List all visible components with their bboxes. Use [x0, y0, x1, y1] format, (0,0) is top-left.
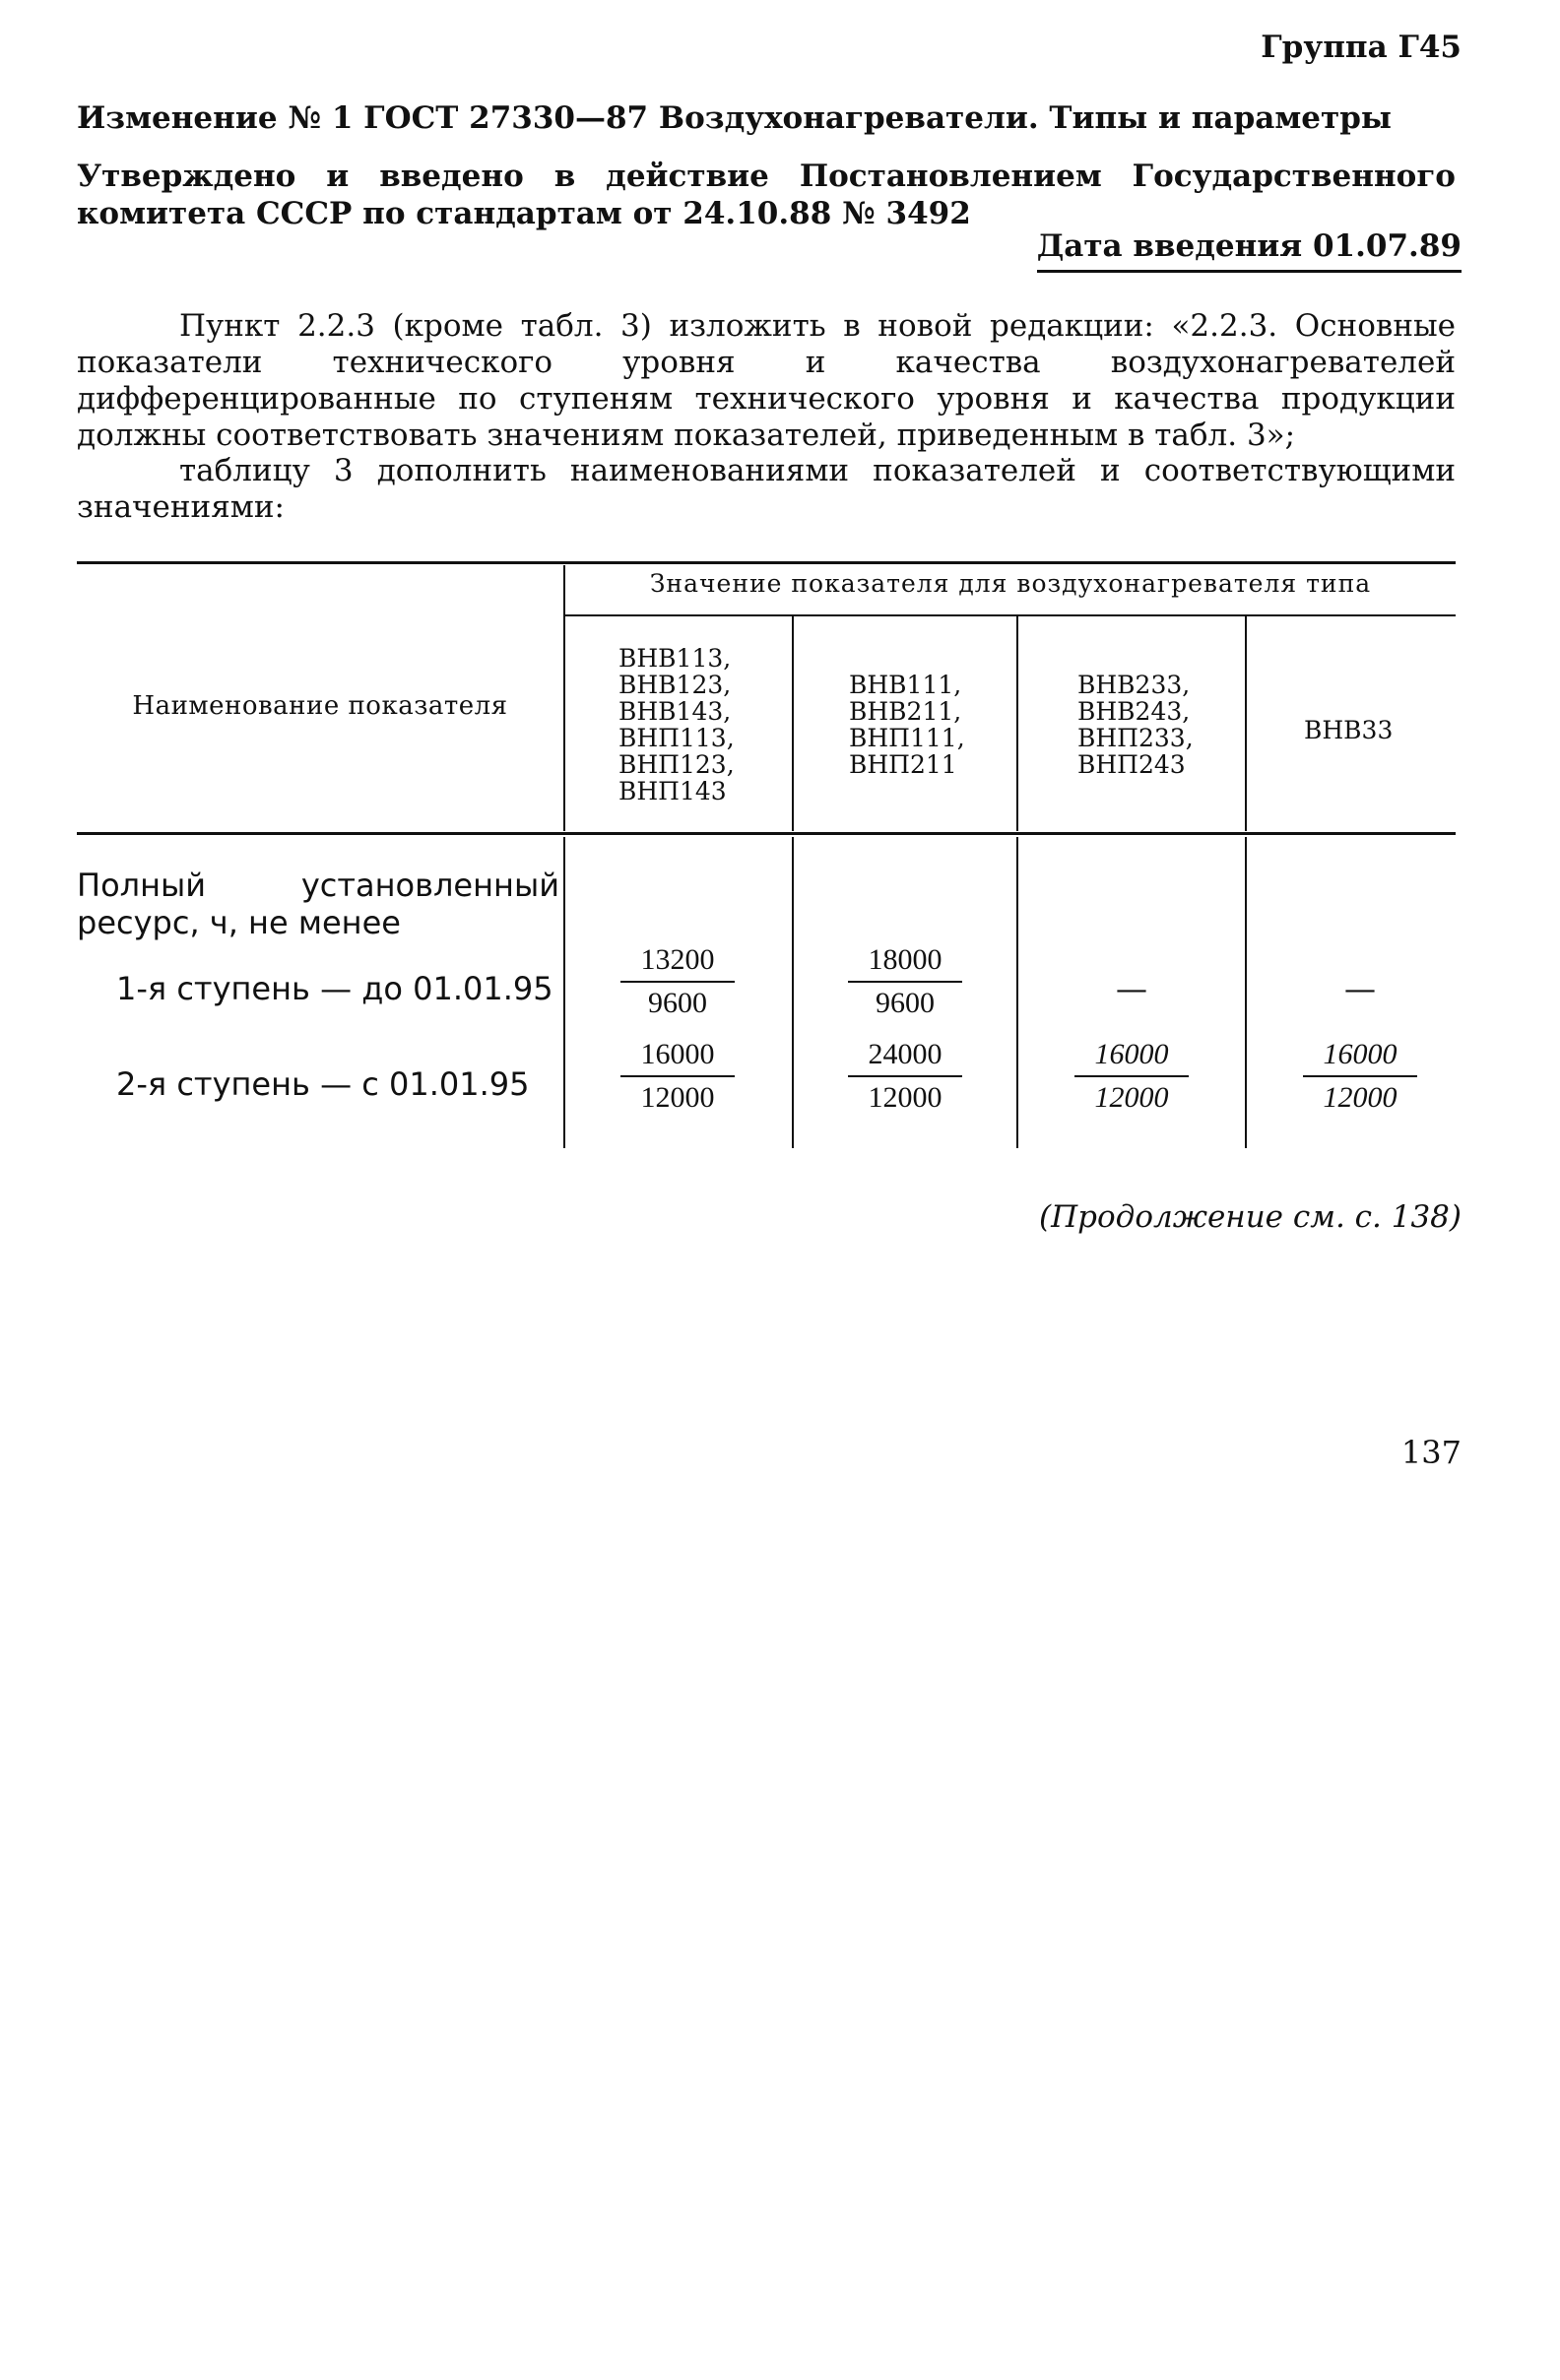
table-divider	[563, 565, 565, 831]
column-header-3: ВНВ233, ВНВ243, ВНП233, ВНП243	[1077, 671, 1194, 779]
name-header: Наименование показателя	[132, 691, 508, 721]
table-divider	[792, 837, 794, 1148]
table-header-bottom-rule	[77, 832, 1456, 835]
table-cell: $\frac{16000}{12000}$	[1058, 1038, 1205, 1115]
table-cell: $\frac{16000}{12000}$	[604, 1038, 751, 1115]
table-divider	[563, 837, 565, 1148]
table-cell: —	[1344, 970, 1376, 1007]
approval-statement: Утверждено и введено в действие Постановлением Государственного комитета СССР по стандартам от 24.10.88 № 3492	[77, 159, 1456, 231]
table-divider	[1016, 616, 1018, 831]
value-header: Значение показателя для воздухонагревателя типа	[649, 569, 1372, 598]
table-subheader-rule	[565, 614, 1456, 616]
table-cell: $\frac{24000}{12000}$	[831, 1038, 979, 1115]
group-label: Группа Г45	[1261, 30, 1462, 65]
table-cell: —	[1116, 970, 1147, 1007]
stage-2-label: 2-я ступень — с 01.01.95	[116, 1065, 530, 1103]
indicator-label: Полный установленный ресурс, ч, не менее	[77, 867, 559, 941]
paragraph-2: таблицу 3 дополнить наименованиями показателей и соответствующими значениями:	[77, 453, 1456, 525]
table-cell: $\frac{16000}{12000}$	[1286, 1038, 1434, 1115]
column-header-2: ВНВ111, ВНВ211, ВНП111, ВНП211	[849, 671, 965, 779]
column-header-1: ВНВ113, ВНВ123, ВНВ143, ВНП113, ВНП123, ВНП143	[618, 644, 735, 805]
table-divider	[1245, 616, 1247, 831]
table-divider	[792, 616, 794, 831]
table-cell: $\frac{13200}{9600}$	[604, 943, 751, 1020]
table-divider	[1245, 837, 1247, 1148]
column-header-4: ВНВ33	[1304, 716, 1394, 744]
table-top-rule	[77, 561, 1456, 564]
page-number: 137	[1400, 1434, 1462, 1471]
table-divider	[1016, 837, 1018, 1148]
table-cell: $\frac{18000}{9600}$	[831, 943, 979, 1020]
amendment-title: Изменение № 1 ГОСТ 27330—87 Воздухонагреватели. Типы и параметры	[77, 100, 1392, 136]
effective-date: Дата введения 01.07.89	[1037, 228, 1462, 273]
paragraph-1: Пункт 2.2.3 (кроме табл. 3) изложить в новой редакции: «2.2.3. Основные показатели технического уровня и качества воздухонагревателей дифференцированные по ступеням технического уровня и качества продукции должны соответствовать значениям показателей, приведенным в табл. 3»;	[77, 308, 1456, 453]
continuation-note: (Продолжение см. с. 138)	[1039, 1199, 1462, 1235]
stage-1-label: 1-я ступень — до 01.01.95	[116, 970, 553, 1007]
